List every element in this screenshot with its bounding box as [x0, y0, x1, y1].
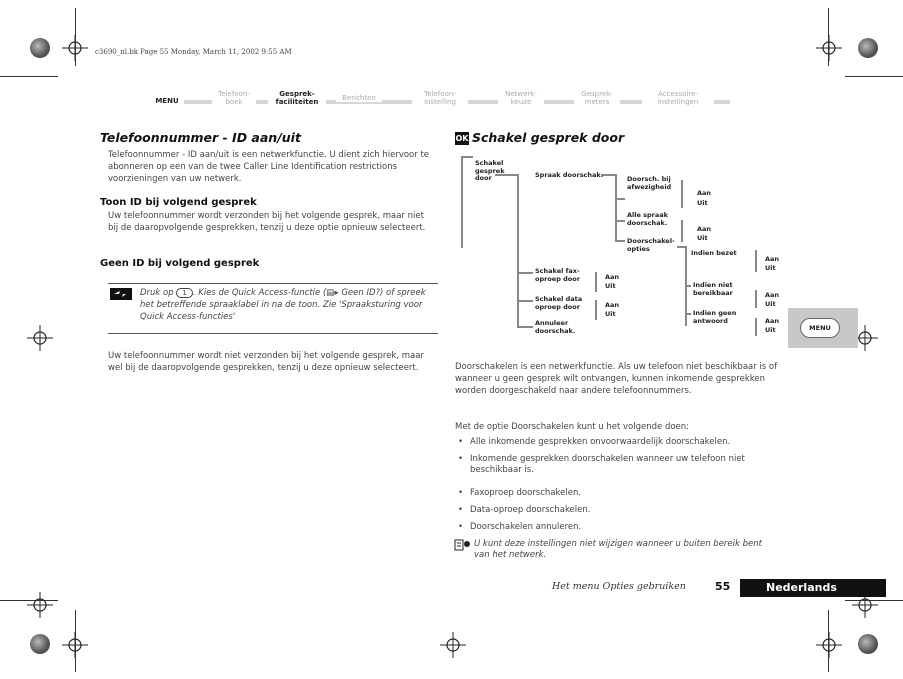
diagram-uit: Uit: [765, 326, 776, 334]
crop-mark: [0, 76, 58, 77]
bullet-item: • Data-oproep doorschakelen.: [470, 505, 780, 516]
crop-mark: [75, 8, 76, 66]
menu-navigation: [150, 88, 732, 116]
diagram-line: [615, 220, 625, 222]
bullet-item: • Inkomende gesprekken doorschakelen wanneer uw telefoon niet beschikbaar is.: [470, 454, 780, 476]
diagram-uit: Uit: [697, 199, 708, 207]
diagram-uit: Uit: [605, 310, 616, 318]
diagram-indien-bezet: Indien bezet: [691, 249, 737, 257]
diagram-line: [615, 198, 625, 200]
diagram-line: [615, 240, 625, 242]
diagram-line: [755, 318, 757, 336]
diagram-aan: Aan: [765, 291, 780, 299]
diagram-line: [681, 180, 683, 208]
nav-item-telefooninstelling[interactable]: Telefoon- instelling: [412, 90, 468, 106]
hide-id-text: Uw telefoonnummer wordt niet verzonden bij het volgende gesprek, maar wel bij de daaropvolgende gesprekken, tenzij u deze opnieuw selecteert.: [108, 351, 424, 373]
subsection-title-show-id: Toon ID bij volgend gesprek: [100, 197, 257, 208]
nav-item-accessoire-instellingen[interactable]: Accessoire- instellingen: [642, 90, 714, 106]
call-divert-note: U kunt deze instellingen niet wijzigen wanneer u buiten bereik bent van het netwerk.: [474, 539, 762, 560]
call-divert-intro: Doorschakelen is een netwerkfunctie. Als uw telefoon niet beschikbaar is of wanneer u geen gesprek wilt ontvangen, kunnen inkomende gesprekken worden doorgeschakeld naar andere telefoonnummers.: [455, 362, 778, 396]
note-function: Geen ID?: [341, 288, 381, 298]
crosshair-icon: [27, 325, 53, 351]
diagram-line: [685, 285, 691, 287]
nav-item-telefoonboek[interactable]: Telefoon- boek: [212, 90, 256, 106]
diagram-line: [461, 156, 463, 248]
nav-menu[interactable]: MENU: [150, 97, 184, 105]
diagram-annuleer: Annuleer doorschak.: [535, 319, 576, 335]
crosshair-icon: [440, 632, 466, 658]
call-divert-options-lead: Met de optie Doorschakelen kunt u het volgende doen:: [455, 422, 690, 432]
hide-id-note: [140, 287, 438, 323]
diagram-uit: Uit: [765, 264, 776, 272]
print-mark-blob-tl: [30, 38, 50, 58]
crop-mark: [75, 610, 76, 672]
subsection-title-hide-id: Geen ID bij volgend gesprek: [100, 258, 260, 269]
note-bottom-rule: [108, 333, 438, 334]
show-id-text: Uw telefoonnummer wordt verzonden bij het volgende gesprek, maar niet bij de daaropvolgende gesprekken, tenzij u deze optie opnieuw selecteert.: [108, 211, 426, 233]
diagram-uit: Uit: [697, 234, 708, 242]
bullet-item: • Doorschakelen annuleren.: [470, 522, 780, 533]
nav-item-berichten[interactable]: Berichten: [336, 94, 382, 102]
diagram-line: [517, 272, 533, 274]
diagram-line: [517, 300, 533, 302]
diagram-alle-spraak: Alle spraak doorschak.: [627, 211, 668, 227]
diagram-line: [517, 174, 519, 326]
note-top-rule: [108, 283, 438, 284]
section-title-call-divert: Schakel gesprek door: [472, 130, 625, 145]
bullet-item: • Alle inkomende gesprekken onvoorwaardelijk doorschakelen.: [470, 437, 790, 448]
key-1-icon: 1: [176, 288, 192, 298]
info-note-icon: [454, 539, 472, 551]
diagram-afwezigheid: Doorsch. bij afwezigheid: [627, 175, 672, 191]
print-mark-blob-br: [858, 634, 878, 654]
nav-item-gesprekfaciliteiten[interactable]: Gesprek- faciliteiten: [268, 90, 326, 106]
ok-badge: OK: [455, 134, 469, 143]
crosshair-icon: [27, 592, 53, 618]
crop-mark: [0, 600, 58, 601]
diagram-root: Schakel gesprek door: [475, 159, 505, 182]
diagram-line: [677, 246, 685, 248]
note-mid: . Kies de Quick Access-functie (: [192, 288, 327, 298]
caller-id-intro: Telefoonnummer - ID aan/uit is een netwerkfunctie. U dient zich hiervoor te abonneren op een van de twee Caller Line Identification restrictions voorzieningen van uw netwerk.: [108, 150, 430, 184]
crosshair-icon: [816, 35, 842, 61]
diagram-niet-bereikbaar: Indien niet bereikbaar: [693, 281, 733, 297]
diagram-line: [755, 290, 757, 308]
quick-access-icon: ▤▸: [326, 288, 339, 298]
diagram-line: [517, 326, 533, 328]
footer-chapter: Het menu Opties gebruiken: [552, 581, 686, 592]
diagram-uit: Uit: [765, 300, 776, 308]
call-divert-menu-diagram: [455, 150, 795, 350]
voice-command-icon: [110, 288, 132, 300]
crop-mark: [845, 600, 903, 601]
diagram-aan: Aan: [697, 225, 712, 233]
diagram-data: Schakel data oproep door: [535, 295, 583, 311]
diagram-line: [685, 313, 691, 315]
diagram-line: [461, 156, 473, 158]
language-tab: Nederlands: [740, 579, 886, 597]
crop-mark: [845, 76, 903, 77]
diagram-spraak-doorschak: Spraak doorschak.: [535, 171, 604, 179]
print-mark-blob-bl: [30, 634, 50, 654]
note-post: ) of spreek het betreffende spraaklabel in na de toon. Zie 'Spraaksturing voor Quick Access-functies': [140, 288, 426, 322]
diagram-geen-antwoord: Indien geen antwoord: [693, 309, 737, 325]
note-press: Druk op: [140, 288, 174, 298]
menu-button-icon: MENU: [800, 318, 840, 338]
diagram-line: [595, 272, 597, 292]
crop-mark: [828, 610, 829, 672]
nav-item-gesprekmeters[interactable]: Gesprek- meters: [574, 90, 620, 106]
print-mark-blob-tr: [858, 38, 878, 58]
diagram-line: [615, 174, 617, 240]
section-title-caller-id: Telefoonnummer - ID aan/uit: [100, 130, 301, 145]
diagram-fax: Schakel fax- oproep door: [535, 267, 580, 283]
diagram-aan: Aan: [697, 189, 712, 197]
crop-mark: [828, 8, 829, 66]
diagram-uit: Uit: [605, 282, 616, 290]
crosshair-icon: [816, 632, 842, 658]
diagram-aan: Aan: [605, 301, 620, 309]
diagram-opties: Doorschakel- opties: [627, 237, 675, 253]
nav-item-netwerkkeuze[interactable]: Netwerk- keuze: [498, 90, 544, 106]
bullet-item: • Faxoproep doorschakelen.: [470, 488, 780, 499]
diagram-line: [755, 250, 757, 272]
diagram-line: [595, 300, 597, 320]
diagram-line: [681, 220, 683, 242]
file-info: c3690_nl.bk Page 55 Monday, March 11, 2002 9:55 AM: [95, 48, 292, 56]
diagram-aan: Aan: [765, 317, 780, 325]
page-number: 55: [715, 580, 731, 593]
diagram-aan: Aan: [605, 273, 620, 281]
diagram-aan: Aan: [765, 255, 780, 263]
